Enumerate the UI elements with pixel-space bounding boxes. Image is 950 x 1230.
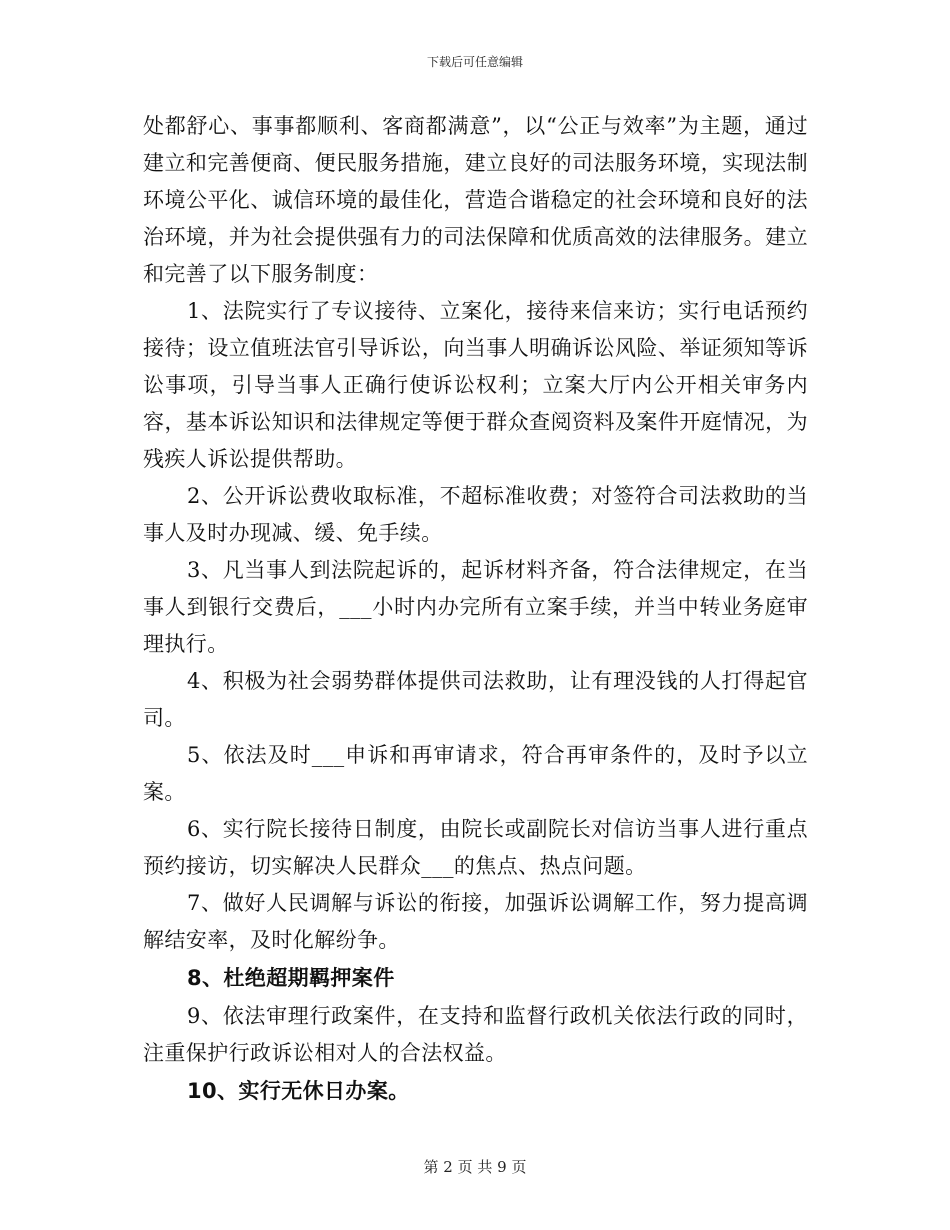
paragraph-item-5: 5、依法及时___申诉和再审请求，符合再审条件的，及时予以立案。 [143, 743, 808, 804]
paragraph-intro: 处都舒心、事事都顺利、客商都满意”，以“公正与效率”为主题，通过建立和完善便商、便民服务措施，建立良好的司法服务环境，实现法制环境公平化、诚信环境的最佳化，营造合谐稳定的社会环境和良好的法治环境，并为社会提供强有力的司法保障和优质高效的法律服务。建立和完善了以下服务制度： [143, 114, 808, 286]
paragraph-item-8-heading: 8、杜绝超期羁押案件 [187, 966, 395, 990]
paragraph-item-3: 3、凡当事人到法院起诉的，起诉材料齐备，符合法律规定，在当事人到银行交费后，___小时内办完所有立案手续，并当中转业务庭审理执行。 [143, 558, 808, 656]
paragraph-item-10-heading: 10、实行无休日办案。 [187, 1079, 410, 1103]
document-body [143, 108, 808, 1111]
paragraph-item-6: 6、实行院长接待日制度，由院长或副院长对信访当事人进行重点预约接访，切实解决人民群众___的焦点、热点问题。 [143, 817, 808, 878]
paragraph-item-4: 4、积极为社会弱势群体提供司法救助，让有理没钱的人打得起官司。 [143, 669, 808, 730]
paragraph-item-1: 1、法院实行了专议接待、立案化，接待来信来访；实行电话预约接待；设立值班法官引导诉讼，向当事人明确诉讼风险、举证须知等诉讼事项，引导当事人正确行使诉讼权利；立案大厅内公开相关审务内容，基本诉讼知识和法律规定等便于群众查阅资料及案件开庭情况，为残疾人诉讼提供帮助。 [143, 299, 808, 471]
page-footer: 第 2 页 共 9 页 [423, 1158, 527, 1176]
paragraph-item-7: 7、做好人民调解与诉讼的衔接，加强诉讼调解工作，努力提高调解结安率，及时化解纷争。 [143, 891, 808, 952]
paragraph-item-2: 2、公开诉讼费收取标准，不超标准收费；对签符合司法救助的当事人及时办现减、缓、免手续。 [143, 484, 808, 545]
page-header: 下载后可任意编辑 [426, 55, 523, 69]
paragraph-item-9: 9、依法审理行政案件，在支持和监督行政机关依法行政的同时，注重保护行政诉讼相对人的合法权益。 [143, 1004, 808, 1065]
